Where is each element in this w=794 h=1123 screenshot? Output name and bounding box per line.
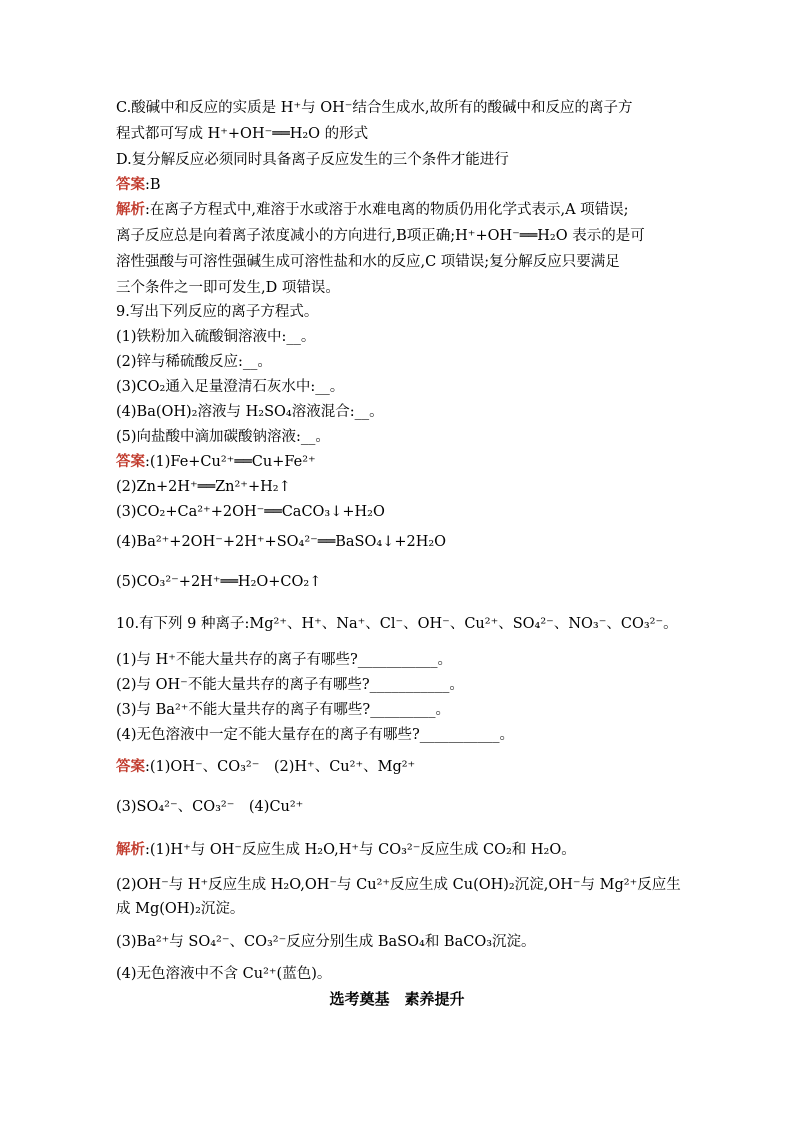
q9-answer-1: [116, 452, 316, 472]
q10-item-1: (1)与 H⁺不能大量共存的离子有哪些?___________。: [116, 652, 452, 668]
q10-answer-1: [116, 757, 415, 777]
q10-analysis-1: [116, 840, 576, 860]
q8-analysis-line2: 离子反应总是向着离子浓度减小的方向进行,B项正确;H⁺+OH⁻══H₂O 表示的是可: [116, 228, 645, 244]
q9-answer-2: (2)Zn+2H⁺══Zn²⁺+H₂↑: [116, 479, 291, 495]
q8-analysis-line3: 溶性强酸与可溶性强碱生成可溶性盐和水的反应,C 项错误;复分解反应只要满足: [116, 254, 620, 270]
q9-answer-5: (5)CO₃²⁻+2H⁺══H₂O+CO₂↑: [116, 574, 322, 590]
answer-label: 答案: [116, 759, 145, 775]
analysis-label: 解析: [116, 202, 145, 218]
option-d: D.复分解反应必须同时具备离子反应发生的三个条件才能进行: [116, 152, 509, 168]
q8-analysis-line1: [116, 200, 629, 220]
q9-answer-text-1: :(1)Fe+Cu²⁺══Cu+Fe²⁺: [145, 454, 316, 470]
section-title: 选考奠基 素养提升: [329, 990, 465, 1008]
q8-answer: [116, 175, 161, 195]
analysis-label: 解析: [116, 842, 145, 858]
q10-item-3: (3)与 Ba²⁺不能大量共存的离子有哪些?_________。: [116, 702, 450, 718]
q9-item-4: (4)Ba(OH)₂溶液与 H₂SO₄溶液混合:__。: [116, 404, 384, 420]
q9-answer-4: (4)Ba²⁺+2OH⁻+2H⁺+SO₄²⁻══BaSO₄↓+2H₂O: [116, 534, 447, 550]
q10-analysis-text-1: :(1)H⁺与 OH⁻反应生成 H₂O,H⁺与 CO₃²⁻反应生成 CO₂和 H₂O。: [145, 842, 576, 858]
q10-item-2: (2)与 OH⁻不能大量共存的离子有哪些?___________。: [116, 677, 464, 693]
q9-stem: 9.写出下列反应的离子方程式。: [116, 304, 319, 320]
q10-answer-text-1: :(1)OH⁻、CO₃²⁻ (2)H⁺、Cu²⁺、Mg²⁺: [145, 759, 416, 775]
q9-item-5: (5)向盐酸中滴加碳酸钠溶液:__。: [116, 429, 330, 445]
option-c-line2: 程式都可写成 H⁺+OH⁻══H₂O 的形式: [116, 126, 369, 142]
q9-item-1: (1)铁粉加入硫酸铜溶液中:__。: [116, 329, 316, 345]
q10-stem: 10.有下列 9 种离子:Mg²⁺、H⁺、Na⁺、Cl⁻、OH⁻、Cu²⁺、SO₄²⁻、NO₃⁻、CO₃²⁻。: [116, 616, 678, 632]
option-c-line1: C.酸碱中和反应的实质是 H⁺与 OH⁻结合生成水,故所有的酸碱中和反应的离子方: [116, 100, 633, 116]
answer-label: 答案: [116, 454, 145, 470]
q10-analysis-5: (4)无色溶液中不含 Cu²⁺(蓝色)。: [116, 966, 332, 982]
q8-analysis-line4: 三个条件之一即可发生,D 项错误。: [116, 280, 340, 296]
q10-analysis-3: 成 Mg(OH)₂沉淀。: [116, 901, 245, 917]
q10-item-4: (4)无色溶液中一定不能大量存在的离子有哪些?___________。: [116, 727, 515, 743]
q9-item-3: (3)CO₂通入足量澄清石灰水中:__。: [116, 379, 345, 395]
q9-item-2: (2)锌与稀硫酸反应:__。: [116, 354, 272, 370]
q10-analysis-4: (3)Ba²⁺与 SO₄²⁻、CO₃²⁻反应分别生成 BaSO₄和 BaCO₃沉淀。: [116, 934, 536, 950]
q10-answer-2: (3)SO₄²⁻、CO₃²⁻ (4)Cu²⁺: [116, 799, 304, 815]
q10-analysis-2: (2)OH⁻与 H⁺反应生成 H₂O,OH⁻与 Cu²⁺反应生成 Cu(OH)₂沉淀,OH⁻与 Mg²⁺反应生: [116, 877, 681, 893]
q8-analysis-text1: :在离子方程式中,难溶于水或溶于水难电离的物质仍用化学式表示,A 项错误;: [145, 202, 629, 218]
answer-label: 答案: [116, 177, 145, 193]
q8-answer-text: :B: [145, 177, 161, 193]
q9-answer-3: (3)CO₂+Ca²⁺+2OH⁻══CaCO₃↓+H₂O: [116, 504, 385, 520]
